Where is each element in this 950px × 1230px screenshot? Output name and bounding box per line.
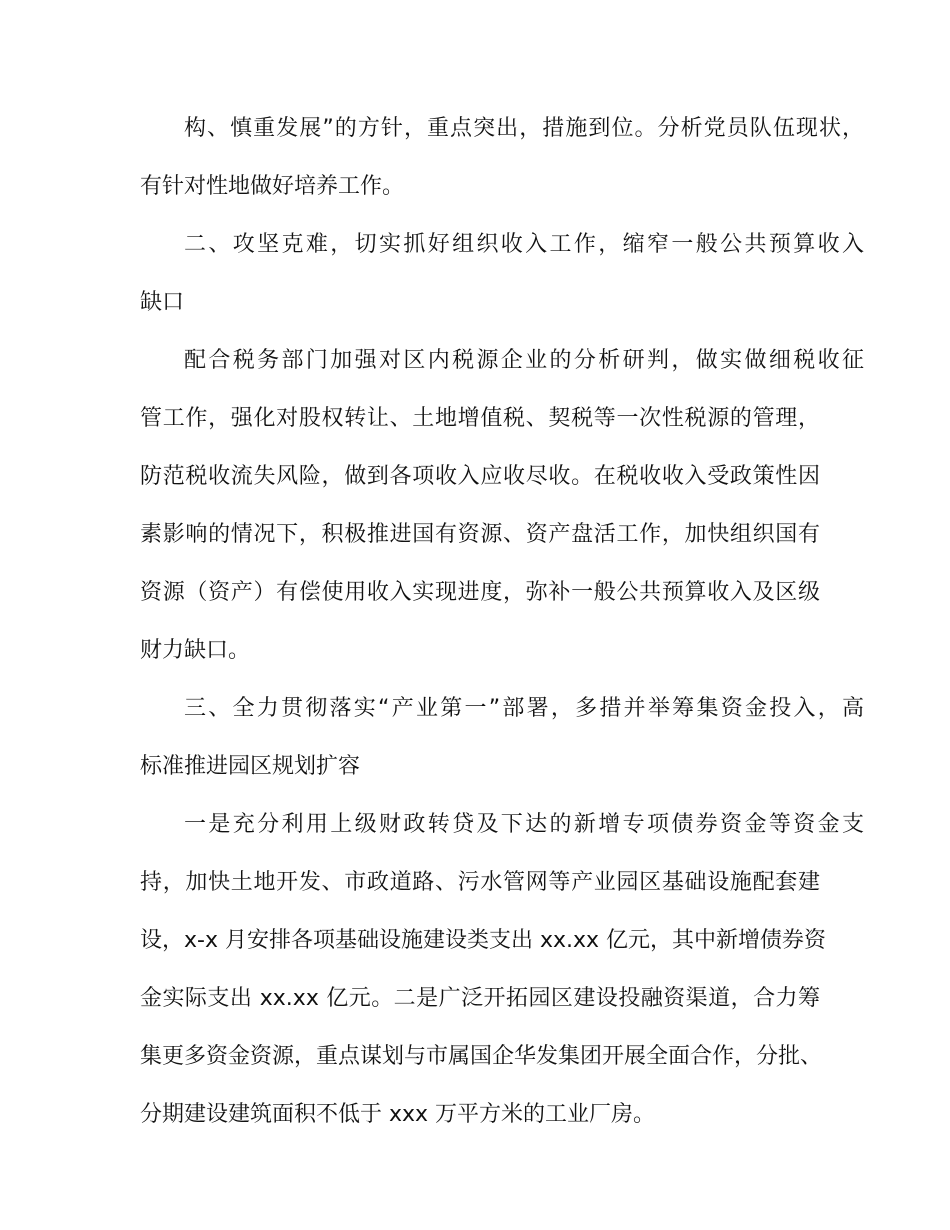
section-heading-line: 三、全力贯彻落实“产业第一”部署，多措并举筹集资金投入，高: [184, 696, 864, 721]
text-line: 财力缺口。: [140, 638, 251, 663]
section-heading-line: 标准推进园区规划扩容: [140, 754, 361, 779]
text-line: 集更多资金资源，重点谋划与市属国企华发集团开展全面合作，分批、: [140, 1044, 823, 1069]
text-line: 金实际支出 xx.xx 亿元。二是广泛开拓园区建设投融资渠道，合力筹: [140, 986, 820, 1011]
text-line: 防范税收流失风险，做到各项收入应收尽收。在税收收入受政策性因: [140, 464, 820, 489]
text-line: 资源（资产）有偿使用收入实现进度，弥补一般公共预算收入及区级: [140, 580, 820, 605]
document-body: [140, 100, 864, 1144]
text-line: 配合税务部门加强对区内税源企业的分析研判，做实做细税收征: [184, 348, 864, 373]
text-line: 素影响的情况下，积极推进国有资源、资产盘活工作，加快组织国有: [140, 522, 820, 547]
section-heading-line: 二、攻坚克难，切实抓好组织收入工作，缩窄一般公共预算收入: [184, 232, 864, 257]
text-line: 一是充分利用上级财政转贷及下达的新增专项债券资金等资金支: [184, 812, 864, 837]
section-heading-line: 缺口: [140, 290, 185, 315]
text-line: 持，加快土地开发、市政道路、污水管网等产业园区基础设施配套建: [140, 870, 820, 895]
text-line: 管工作，强化对股权转让、土地增值税、契税等一次性税源的管理，: [140, 406, 820, 431]
text-line: 有针对性地做好培养工作。: [140, 174, 405, 199]
text-line: 分期建设建筑面积不低于 xxx 万平方米的工业厂房。: [140, 1102, 656, 1127]
text-line: 构、慎重发展”的方针，重点突出，措施到位。分析党员队伍现状，: [184, 116, 864, 141]
text-line: 设，x-x 月安排各项基础设施建设类支出 xx.xx 亿元，其中新增债券资: [140, 928, 827, 953]
